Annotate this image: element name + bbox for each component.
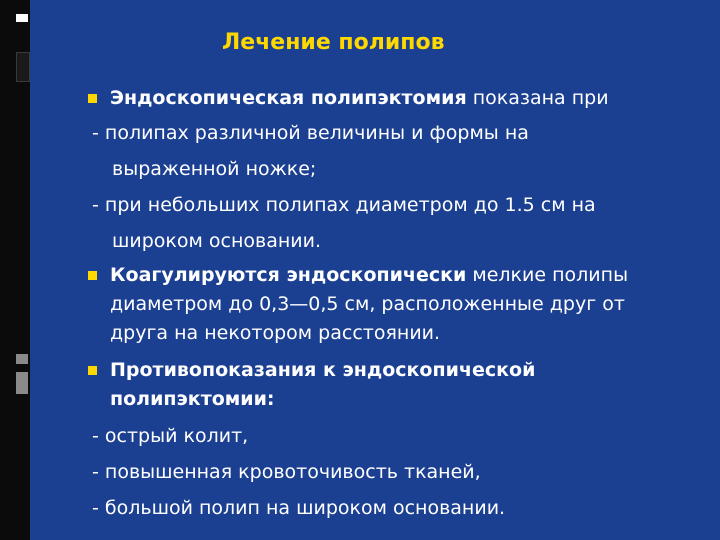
bullet-1-line-1 bbox=[110, 85, 609, 111]
bullet-3-bold-1: Противопоказания к эндоскопической bbox=[110, 359, 536, 381]
sub-item-2-line-2: широком основании. bbox=[112, 230, 322, 252]
square-bullet-icon bbox=[88, 271, 97, 280]
bullet-2-line-2: диаметром до 0,3—0,5 см, расположенные друг от bbox=[110, 293, 625, 315]
sub-item-1-line-1: - полипах различной величины и формы на bbox=[92, 122, 529, 144]
bullet-3-bold-2: полипэктомии: bbox=[110, 388, 275, 410]
bullet-3-line-1 bbox=[110, 357, 535, 383]
bullet-1-bold: Эндоскопическая полипэктомия bbox=[110, 87, 467, 109]
contraindication-2: - повышенная кровоточивость тканей, bbox=[92, 461, 481, 483]
bullet-2-rest: мелкие полипы bbox=[466, 264, 629, 286]
bullet-3-line-2 bbox=[110, 386, 275, 412]
contraindication-1: - острый колит, bbox=[92, 425, 249, 447]
sub-item-1-line-2: выраженной ножке; bbox=[112, 158, 317, 180]
decorative-bar bbox=[16, 14, 28, 22]
decorative-bar bbox=[16, 372, 28, 394]
decorative-bar bbox=[16, 52, 30, 82]
slide bbox=[30, 0, 720, 540]
bullet-2-line-1 bbox=[110, 262, 628, 288]
sub-item-2-line-1: - при небольших полипах диаметром до 1.5 см на bbox=[92, 194, 596, 216]
square-bullet-icon bbox=[88, 366, 97, 375]
decorative-bar bbox=[16, 354, 28, 364]
bullet-2-line-3: друга на некотором расстоянии. bbox=[110, 322, 441, 344]
slide-title: Лечение полипов bbox=[222, 30, 445, 55]
bullet-1-rest: показана при bbox=[466, 87, 609, 109]
square-bullet-icon bbox=[88, 94, 97, 103]
contraindication-3: - большой полип на широком основании. bbox=[92, 497, 506, 519]
bullet-2-bold: Коагулируются эндоскопически bbox=[110, 264, 467, 286]
